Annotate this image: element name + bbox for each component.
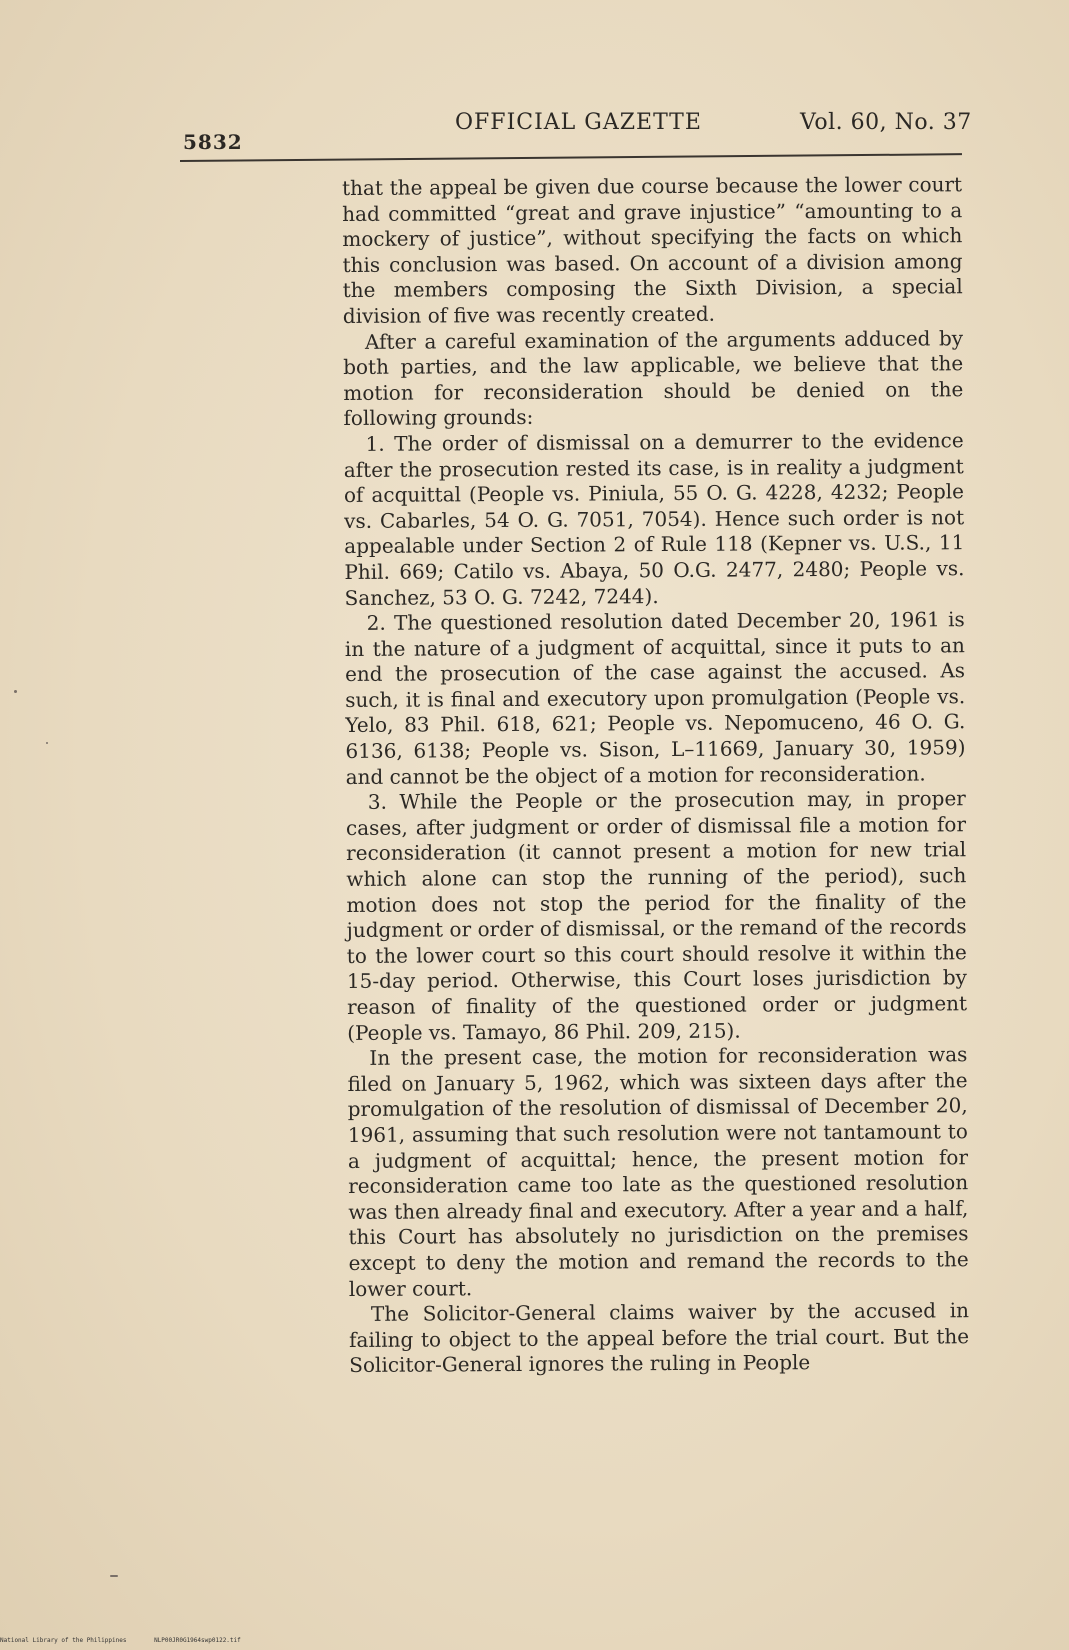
paper-speck <box>14 690 17 693</box>
footer-library: National Library of the Philippines <box>0 1637 127 1644</box>
page-number: 5832 <box>183 130 243 154</box>
paragraph-continuation: that the appeal be given due course because the lower court had committed “great and grave injustice” “amounting to a mockery of justice”, without specifying the facts on which this conclusion was based. On account of a division among the members composing the Sixth Division, a special division of five was recently created. <box>342 172 963 328</box>
paragraph-waiver: The Solicitor-General claims waiver by the accused in failing to object to the appeal before the trial court. But the Solicitor-General ignores the ruling in People <box>349 1298 970 1378</box>
paper-speck <box>46 742 48 744</box>
volume-number: Vol. 60, No. 37 <box>800 110 972 135</box>
header-rule <box>180 153 962 162</box>
paragraph-grounds-intro: After a careful examination of the arguments adduced by both parties, and the law applicable, we believe that the motion for reconsideration should be denied on the following grounds: <box>343 325 964 431</box>
paper-speck <box>110 1575 118 1577</box>
paragraph-ground-2: 2. The questioned resolution dated December 20, 1961 is in the nature of a judgment of acquittal, since it puts to an end the prosecution of the case against the accused. As such, it is final and executory upon promulgation (People vs. Yelo, 83 Phil. 618, 621; People vs. Nepomuceno, 46 O. G. 6136, 6138; People vs. Sison, L–11669, January 30, 1959) and cannot be the object of a motion for reconsideration. <box>344 607 966 789</box>
paragraph-ground-3: 3. While the People or the prosecution may, in proper cases, after judgment or order of dismissal file a motion for reconsideration (it cannot present a motion for new trial which alone can stop the running of the period), such motion does not stop the period for the finality of the judgment or order of dismissal, or the remand of the records to the lower court so this court should resolve it within the 15-day period. Otherwise, this Court loses jurisdiction by reason of finality of the questioned order or judgment (People vs. Tamayo, 86 Phil. 209, 215). <box>345 786 968 1045</box>
footer-filename: NLP00JR0G1964swp0122.tif <box>154 1637 241 1644</box>
paragraph-ground-1: 1. The order of dismissal on a demurrer to the evidence after the prosecution rested its case, is in reality a judgment of acquittal (People vs. Piniula, 55 O. G. 4228, 4232; People vs. Cabarles, 54 O. G. 7051, 7054). Hence such order is not appealable under Section 2 of Rule 118 (Kepner vs. U.S., 11 Phil. 669; Catilo vs. Abaya, 50 O.G. 2477, 2480; People vs. Sanchez, 53 O. G. 7242, 7244). <box>343 428 965 610</box>
paragraph-present-case: In the present case, the motion for reconsideration was filed on January 5, 1962, which was sixteen days after the promulgation of the resolution of dismissal of December 20, 1961, assuming that such resolution were not tantamount to a judgment of acquittal; hence, the present motion for reconsideration came too late as the questioned resolution was then already final and executory. After a year and a half, this Court has absolutely no jurisdiction on the premises except to deny the motion and remand the records to the lower court. <box>347 1042 969 1301</box>
running-head-title: OFFICIAL GAZETTE <box>455 110 702 135</box>
scan-footer <box>0 1637 265 1644</box>
body-text <box>342 172 969 1379</box>
